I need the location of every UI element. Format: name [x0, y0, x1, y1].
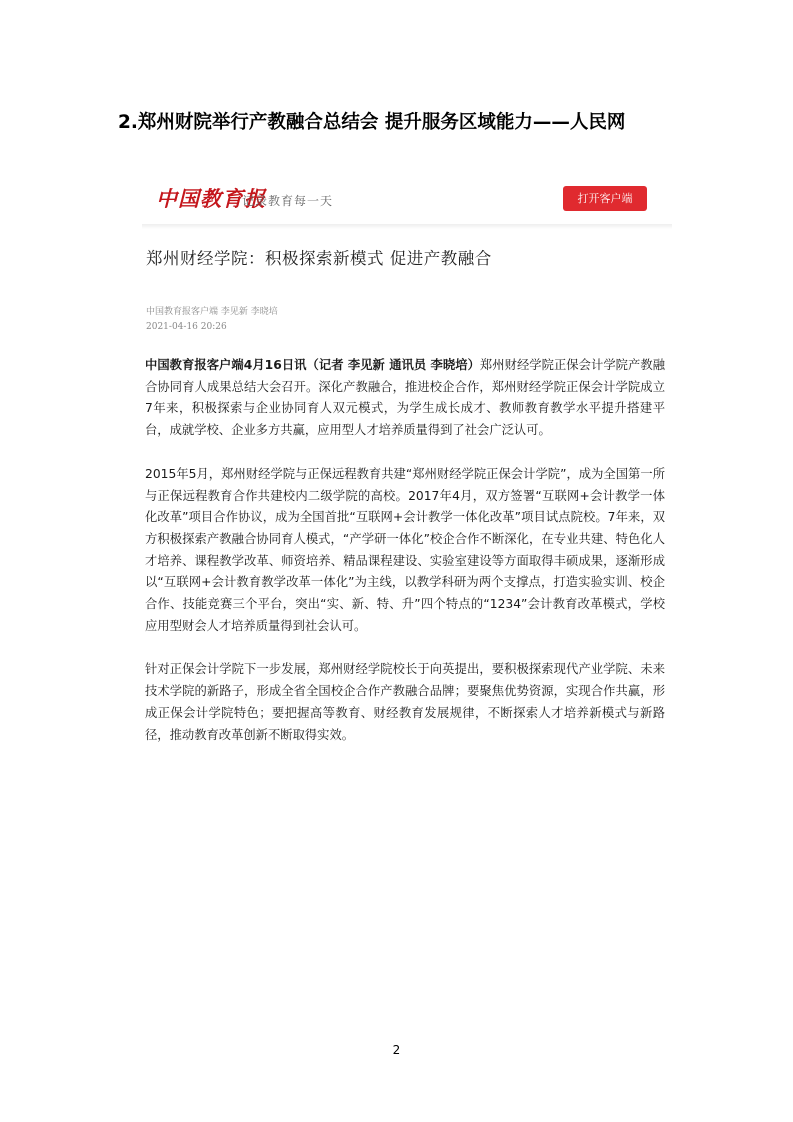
article-body	[145, 355, 665, 768]
dateline: 中国教育报客户端4月16日讯（记者 李见新 通讯员 李晓培）	[145, 358, 480, 372]
article-meta	[146, 305, 278, 335]
news-app-header	[142, 168, 672, 225]
paragraph-outlook: 针对正保会计学院下一步发展，郑州财经学院校长于向英提出，要积极探索现代产业学院、未来技术学院的新路子，形成全省全国校企合作产教融合品牌；要聚焦优势资源，实现合作共赢，形成正保会计学院特色；要把握高等教育、财经教育发展规律，不断探索人才培养新模式与新路径，推动教育改革创新不断取得实效。	[145, 662, 665, 742]
brand-tagline: 记录教育每一天	[242, 194, 334, 208]
document-heading: 2.郑州财院举行产教融合总结会 提升服务区域能力——人民网	[118, 112, 626, 133]
article-date: 2021-04-16 20:26	[146, 322, 227, 332]
paragraph-history: 2015年5月，郑州财经学院与正保远程教育共建“郑州财经学院正保会计学院”，成为全国第一所与正保远程教育合作共建校内二级学院的高校。2017年4月，双方签署“互联网+会计教学一体化改革”项目合作协议，成为全国首批“互联网+会计教学一体化改革”项目试点院校。7年来，双方积极探索产教融合协同育人模式，“产学研一体化”校企合作不断深化，在专业共建、特色化人才培养、课程教学改革、师资培养、精品课程建设、实验室建设等方面取得丰硕成果，逐渐形成以“互联网+会计教育教学改革一体化”为主线，以教学科研为两个支撑点，打造实验实训、校企合作、技能竞赛三个平台，突出“实、新、特、升”四个特点的“1234”会计教育改革模式，学校应用型财会人才培养质量得到社会认可。	[145, 466, 665, 633]
open-app-button[interactable]: 打开客户端	[563, 186, 647, 211]
page-number: 2	[392, 1043, 401, 1057]
article-source: 中国教育报客户端 李见新 李晓培	[146, 307, 278, 317]
china-education-daily-logo: 中国教育报	[156, 186, 266, 211]
lead-text: 郑州财经学院正保会计学院产教融合协同育人成果总结大会召开。深化产教融合，推进校企合作，郑州财经学院正保会计学院成立7年来，积极探索与企业协同育人双元模式，为学生成长成才、教师教育教学水平提升搭建平台，成就学校、企业多方共赢，应用型人才培养质量得到了社会广泛认可。	[145, 358, 665, 438]
lead-paragraph	[145, 355, 665, 442]
article-title: 郑州财经学院：积极探索新模式 促进产教融合	[146, 249, 492, 268]
header-divider	[142, 224, 672, 229]
news-screenshot	[142, 168, 672, 332]
